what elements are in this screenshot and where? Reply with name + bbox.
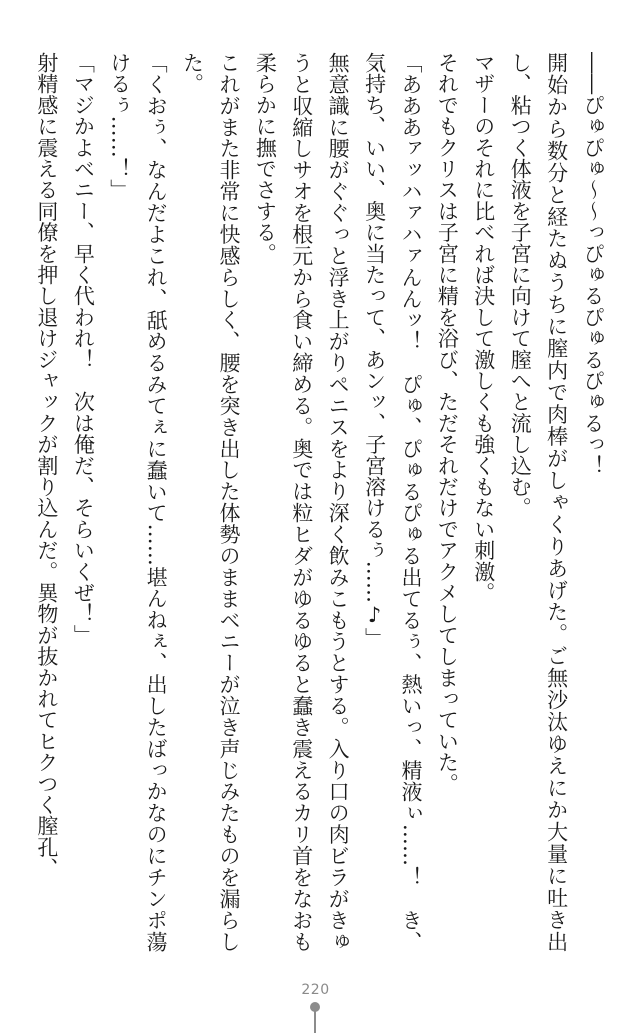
paragraph: 「マジかよベニー、早く代われ！ 次は俺だ、そらいくぜ！」 (71, 52, 96, 646)
paragraph: それでもクリスは子宮に精を浴び、ただそれだけでアクメしてしまっていた。 (435, 52, 460, 794)
paragraph: 無意識に腰がぐぐっと浮き上がりペニスをより深く飲みこもうとする。入り口の肉ビラがきゅうと収縮しサオを根元から食い締める。奥では粒ヒダがゆるゆると蠢き震えるカリ首をなおも柔らかに撫でさする。 (253, 52, 351, 952)
paragraph: マザーのそれに比べれば決して激しくも強くもない刺激。 (471, 52, 496, 604)
paragraph: これがまた非常に快感らしく、腰を突き出した体勢のままベニーが泣き声じみたものを漏らした。 (180, 52, 241, 952)
page-footer (0, 980, 631, 1033)
vertical-body-text (13, 52, 611, 952)
paragraph: ――ぴゅぴゅ～～っぴゅるぴゅるぴゅるっ！ (581, 52, 605, 476)
paragraph: 開始から数分と経たぬうちに膣内で肉棒がしゃくりあげた。ご無沙汰ゆえにか大量に吐き出し、粘つく体液を子宮に向けて膣へと流し込む。 (508, 52, 569, 952)
page-number: 220 (301, 982, 330, 998)
paragraph: 「あああァッハァハァんんッ！ ぴゅ、ぴゅるぴゅる出てるぅ、熱いっ、精液ぃ……！ き、気持ち、いい、奥に当たって、あンッ、子宮溶けるぅ……♪」 (362, 52, 423, 952)
page-marker-line (314, 1011, 316, 1033)
paragraph: 「くおぅ、なんだよこれ、舐めるみてぇに蠢いて……堪んねぇ、出したばっかなのにチンポ蕩けるぅ……！」 (107, 52, 169, 952)
paragraph: 射精感に震える同僚を押し退けジャックが割り込んだ。異物が抜かれてヒクつく膣孔、 (34, 52, 59, 879)
